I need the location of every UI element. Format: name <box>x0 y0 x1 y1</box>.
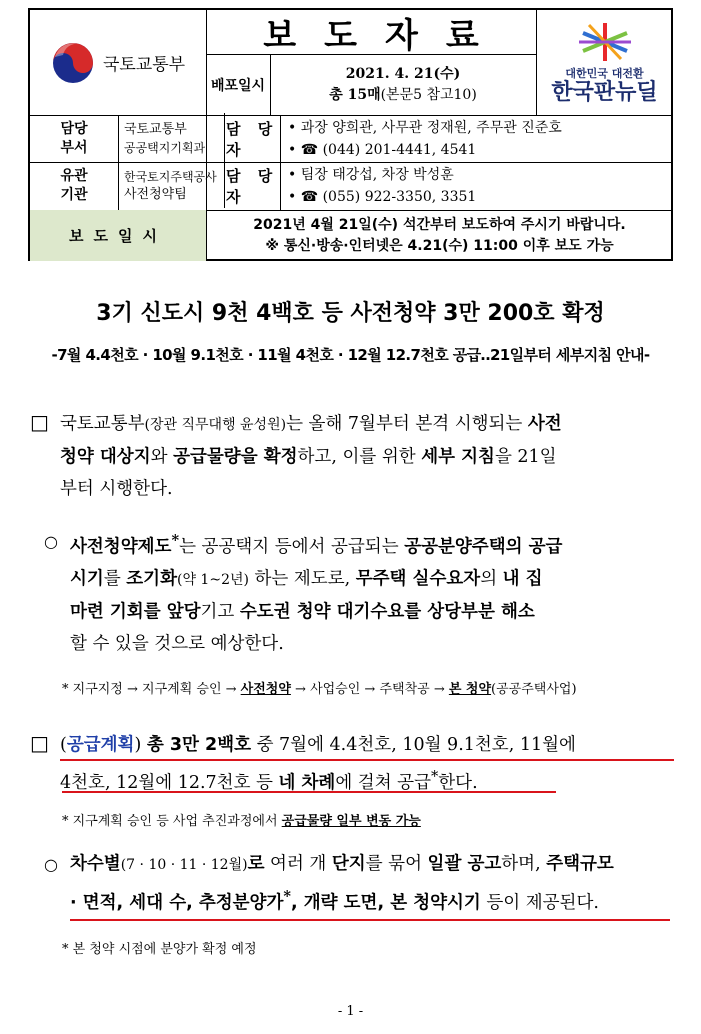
manager-info <box>280 162 673 210</box>
text-run: 내 집 <box>502 568 543 589</box>
text-run: 공급계획 <box>66 735 135 755</box>
footnote-mark: * <box>430 768 439 785</box>
text-run: 청약 대상지 <box>60 447 151 467</box>
text-run: (장관 직무대행 윤성원) <box>144 417 287 433</box>
text-run: 는 올해 7월부터 본격 시행되는 <box>286 414 528 434</box>
text-run: * 지구계획 승인 등 사업 추진과정에서 <box>62 814 282 829</box>
text-run: (공공주택사업) <box>491 682 577 697</box>
square-bullet: □ <box>30 410 49 434</box>
text-run: 사전청약제도 <box>70 536 172 557</box>
text-run: 한다. <box>438 772 478 793</box>
text-run: 와 <box>150 447 174 467</box>
manager-label: 담 당 자 <box>226 167 279 206</box>
red-underline <box>60 759 674 761</box>
text-run: 의 <box>480 568 503 589</box>
text-run: 하고, 이를 위한 <box>297 447 422 467</box>
text-run: 차수별 <box>70 854 121 874</box>
text-run: 공급물량 일부 변동 가능 <box>281 814 421 829</box>
row-label-department: 담당 부서 <box>60 120 88 156</box>
contact-line: • 과장 양희관, 사무관 정재원, 주무관 진준호 <box>288 119 562 136</box>
contact-line: • 팀장 태강섭, 차장 박성훈 <box>288 167 454 183</box>
dept-line: 한국토지주택공사 <box>124 170 217 184</box>
text-run: 를 <box>103 568 127 589</box>
doc-title: 보도자료 <box>263 15 507 56</box>
headline: 3기 신도시 9천 4백호 등 사전청약 3만 200호 확정 <box>96 301 605 326</box>
release-info <box>206 210 673 261</box>
ministry-logo <box>30 10 206 115</box>
paragraph-3 <box>60 729 680 799</box>
text-run: 본 청약 <box>448 682 492 697</box>
dist-label: 배포일시 <box>210 77 266 94</box>
footnote-mark: * <box>283 888 291 905</box>
dist-info <box>270 54 536 115</box>
paragraph-4 <box>70 848 680 919</box>
release-line: ※ 통신·방송·인터넷은 4.21(수) 11:00 이후 보도 가능 <box>265 237 614 254</box>
text-run: 기고 <box>200 601 240 622</box>
new-deal-star-icon <box>575 21 635 63</box>
text-run: 부터 시행한다. <box>60 479 173 499</box>
text-run: 하며, <box>501 854 547 874</box>
footnote-2 <box>62 810 421 829</box>
text-run: 하는 제도로, <box>248 568 356 589</box>
contact-line: • ☎ (044) 201-4441, 4541 <box>288 141 477 158</box>
text-run: 총 3만 2백호 <box>146 735 252 755</box>
text-run: 사전청약 <box>240 682 291 697</box>
text-run: * 지구지정 → 지구계획 승인 → <box>62 682 241 697</box>
text-run: 는 공공택지 등에서 공급되는 <box>179 536 405 557</box>
slogan-small: 대한민국 대전환 <box>565 66 644 80</box>
text-run: 여러 개 <box>264 854 332 874</box>
text-run: ) <box>134 735 147 755</box>
text-run: 할 수 있을 것으로 예상한다. <box>70 633 284 654</box>
text-run: 세부 지침 <box>421 447 495 467</box>
text-run: 등이 제공된다. <box>480 892 599 913</box>
paragraph-1 <box>60 408 680 505</box>
agency-name <box>118 162 226 210</box>
text-run: 네 차례 <box>278 772 336 793</box>
text-run: · 면적, 세대 수, 추정분양가 <box>70 892 284 913</box>
text-run: (7 · 10 · 11 · 12월) <box>120 857 248 873</box>
circle-bullet: ○ <box>44 855 58 874</box>
manager-info <box>280 115 673 162</box>
text-run: 로 <box>247 854 265 874</box>
red-underline <box>62 791 556 793</box>
dist-date: 2021. 4. 21(수) <box>345 65 461 82</box>
text-run: → 사업승인 → 주택착공 → <box>290 682 449 697</box>
text-run: 수도권 청약 대기수요를 상당부분 해소 <box>239 601 535 622</box>
dist-pages-detail: (본문5 참고10) <box>380 86 477 103</box>
footnote-1 <box>62 678 577 697</box>
text-run: 공급물량을 확정 <box>173 447 298 467</box>
dist-pages: 총 15매 <box>329 86 381 103</box>
new-deal-logo <box>536 10 673 115</box>
text-run: 에 걸쳐 공급 <box>335 772 431 793</box>
release-label: 보도일시 <box>30 210 206 261</box>
red-underline <box>70 919 670 921</box>
dept-line: 국토교통부 <box>124 121 187 137</box>
text-run: 을 21일 <box>494 447 557 467</box>
row-label-agency: 유관 기관 <box>60 168 88 203</box>
release-line: 2021년 4월 21일(수) 석간부터 보도하여 주시기 바랍니다. <box>253 216 626 233</box>
contact-line: • ☎ (055) 922-3350, 3351 <box>288 189 477 205</box>
text-run: 조기화 <box>126 568 177 589</box>
footnote-3: * 본 청약 시점에 분양가 확정 예정 <box>62 942 257 957</box>
text-run: 중 7월에 4.4천호, 10월 9.1천호, 11월에 <box>251 735 576 755</box>
dept-name <box>118 115 226 162</box>
footnote-mark: * <box>171 532 180 549</box>
text-run: 단지 <box>331 854 366 874</box>
text-run: 시기 <box>70 568 104 589</box>
text-run: 국토교통부 <box>60 414 145 434</box>
paragraph-2 <box>70 525 680 660</box>
text-run: 를 묶어 <box>365 854 428 874</box>
text-run: , 개략 도면, 본 청약시기 <box>291 892 481 913</box>
text-run: 일괄 공고 <box>427 854 502 874</box>
text-run: 마련 기회를 앞당 <box>70 601 201 622</box>
taegeuk-emblem-icon <box>51 41 95 85</box>
text-run: 주택규모 <box>546 854 614 874</box>
text-run: 사전 <box>527 414 562 434</box>
text-run: 무주택 실수요자 <box>355 568 481 589</box>
square-bullet: □ <box>30 731 49 755</box>
circle-bullet: ○ <box>44 532 58 551</box>
dept-line: 사전청약팀 <box>124 187 187 202</box>
text-run: 공공분양주택의 공급 <box>404 536 563 557</box>
page-number: - 1 - <box>337 1004 364 1019</box>
text-run: (약 1~2년) <box>177 571 249 588</box>
slogan-big: 한국판뉴딜 <box>551 79 658 105</box>
press-release-header <box>28 8 673 261</box>
ministry-name: 국토교통부 <box>102 55 186 75</box>
dept-line: 공공택지기획과 <box>124 140 206 155</box>
text-run: ( <box>60 735 67 755</box>
subheadline: -7월 4.4천호 · 10월 9.1천호 · 11월 4천호 · 12월 12.7천호 공급‥21일부터 세부지침 안내- <box>51 346 650 364</box>
manager-label: 담 당 자 <box>226 119 279 159</box>
text-run: 4천호, 12월에 12.7천호 등 <box>60 772 279 793</box>
